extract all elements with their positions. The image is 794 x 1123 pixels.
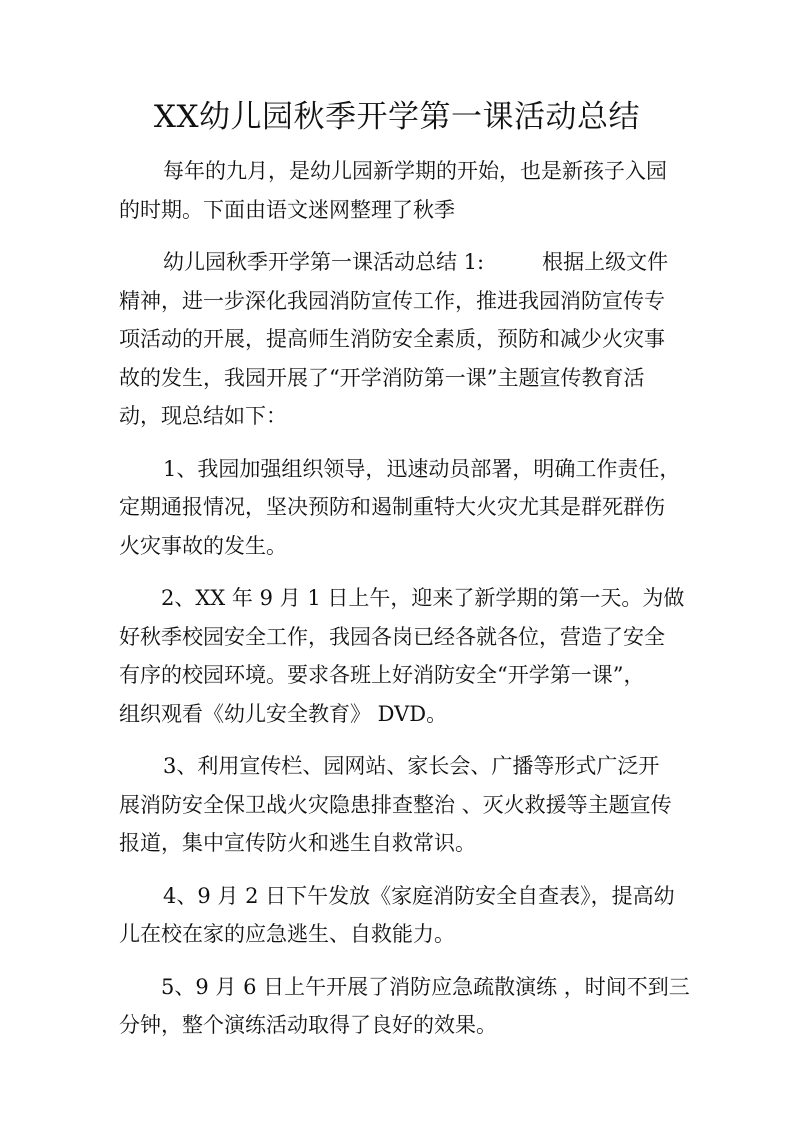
section-paragraph	[119, 243, 681, 436]
paragraph-line: 火灾事故的发生。	[119, 533, 287, 558]
paragraph-line: 5、9 月 6 日上午开展了消防应急疏散演练 ，时间不到三	[161, 974, 690, 999]
paragraph-gap	[119, 733, 681, 747]
list-item-4	[119, 877, 681, 954]
document-body	[119, 152, 690, 1045]
paragraph-line: 1、我园加强组织领导，迅速动员部署，明确工作责任，	[163, 456, 681, 481]
paragraph-line: 组织观看《幼儿安全教育》 DVD。	[119, 701, 448, 726]
paragraph-line: 项活动的开展，提高师生消防安全素质，预防和减少火灾事	[119, 327, 665, 351]
list-item-5	[119, 968, 690, 1045]
paragraph-line: 的时期。下面由语文迷网整理了秋季	[119, 197, 455, 222]
paragraph-line: 4、9 月 2 日下午发放《家庭消防安全自查表》，提高幼	[163, 883, 675, 908]
paragraph-line: 3、利用宣传栏、园网站、家长会、广播等形式广泛开	[163, 754, 660, 778]
list-item-3	[119, 747, 681, 863]
list-item-1	[119, 450, 681, 566]
document-title: XX幼儿园秋季开学第一课活动总结	[153, 99, 641, 135]
paragraph-line: 报道，集中宣传防火和逃生自救常识。	[119, 831, 476, 855]
paragraph-line: 动，现总结如下：	[119, 404, 287, 428]
section-heading: 幼儿园秋季开学第一课活动总结 1:	[163, 250, 485, 274]
paragraph-line: 故的发生，我园开展了“开学消防第一课”主题宣传教育活	[119, 365, 645, 390]
paragraph-line: 有序的校园环境。要求各班上好消防安全“开学第一课”，	[119, 663, 645, 687]
paragraph-line: 好秋季校园安全工作，我园各岗已经各就各位，营造了安全	[119, 624, 665, 649]
paragraph-line: 儿在校在家的应急逃生、自救能力。	[119, 922, 455, 946]
paragraph-line: 精神，进一步深化我园消防宣传工作，推进我园消防宣传专	[119, 288, 665, 313]
paragraph-line: 每年的九月，是幼儿园新学期的开始，也是新孩子入园	[163, 159, 667, 183]
paragraph-gap	[119, 863, 681, 877]
list-item-2	[119, 579, 685, 733]
paragraph-gap	[119, 565, 681, 579]
intro-paragraph	[119, 152, 681, 229]
paragraph-line: 分钟，整个演练活动取得了良好的效果。	[119, 1013, 497, 1037]
section-lead: 根据上级文件	[542, 250, 669, 274]
paragraph-gap	[119, 436, 681, 450]
paragraph-line: 展消防安全保卫战火灾隐患排查整治 、灭火救援等主题宣传	[119, 792, 672, 817]
paragraph-gap	[119, 229, 681, 243]
paragraph-line: 2、XX 年 9 月 1 日上午，迎来了新学期的第一天。为做	[161, 586, 685, 610]
paragraph-line: 定期通报情况，坚决预防和遏制重特大火灾尤其是群死群伤	[119, 495, 665, 519]
paragraph-gap	[119, 954, 681, 968]
